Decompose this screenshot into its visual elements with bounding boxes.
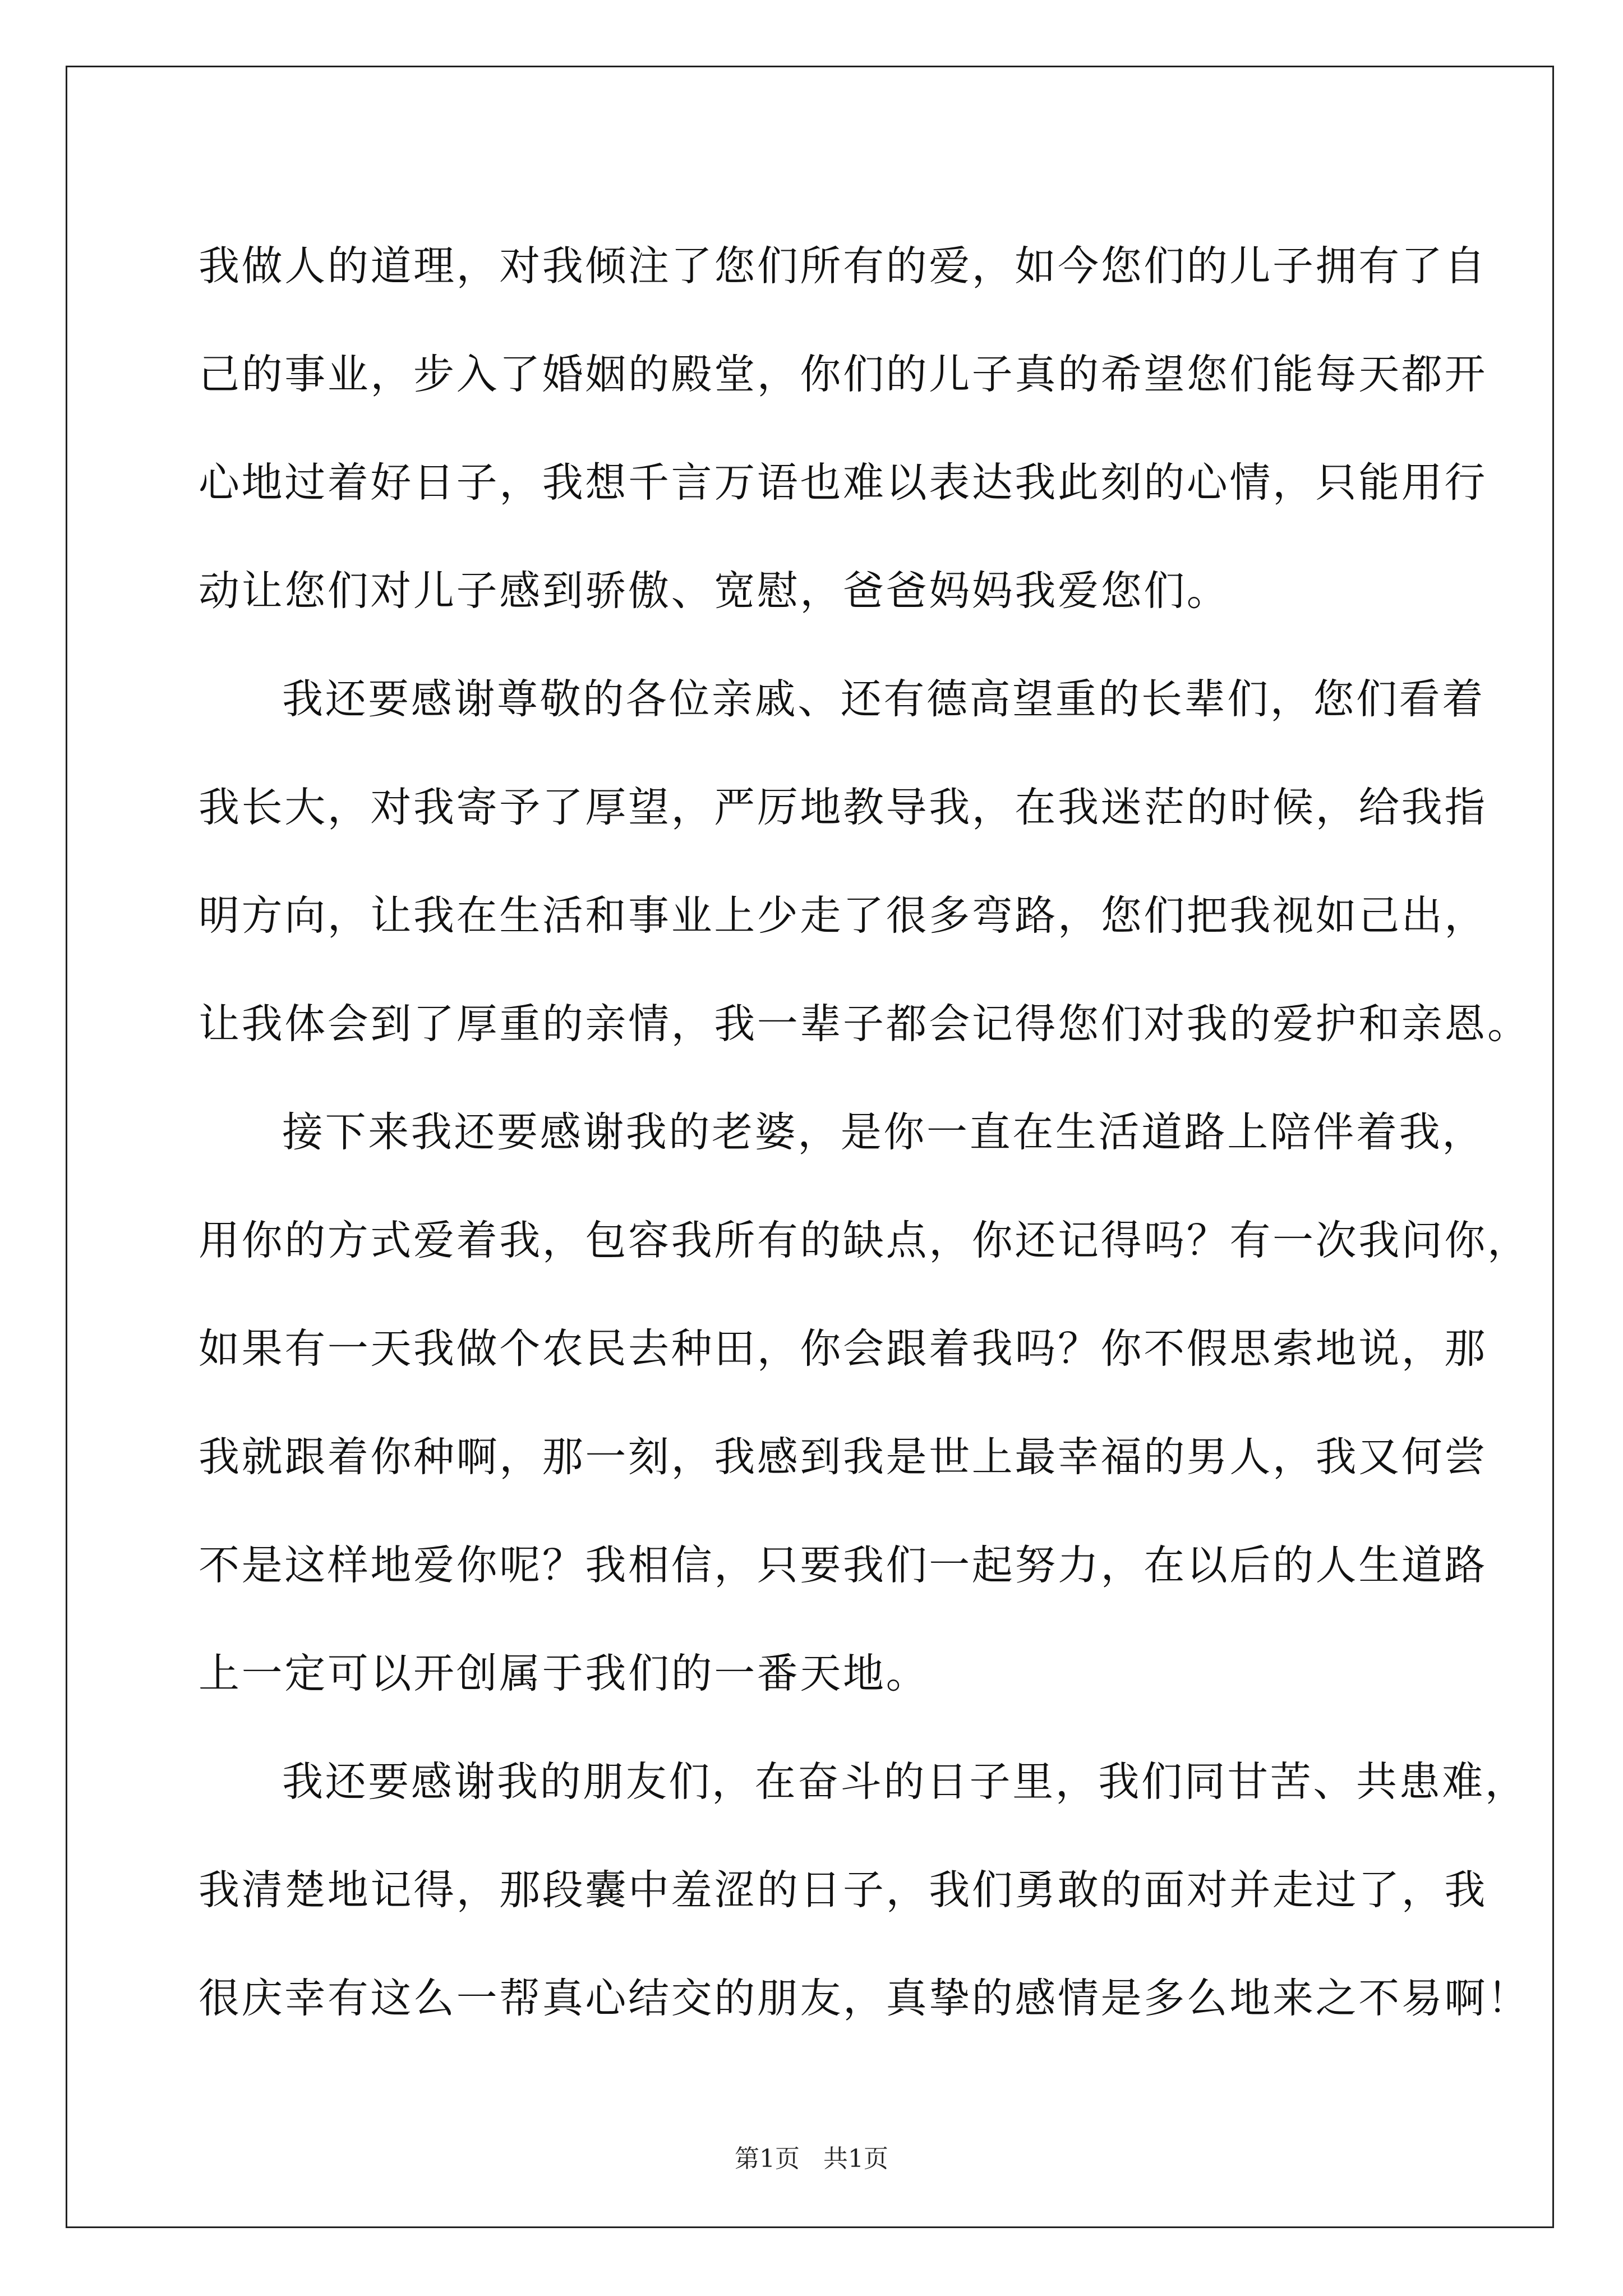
text-line: 己的事业，步入了婚姻的殿堂，你们的儿子真的希望您们能每天都开 [199,351,1487,398]
text-line: 很庆幸有这么一帮真心结交的朋友，真挚的感情是多么地来之不易啊！ [199,1975,1530,2022]
text-line: 上一定可以开创属于我们的一番天地。 [199,1650,929,1697]
text-line: 用你的方式爱着我，包容我所有的缺点，你还记得吗？有一次我问你， [199,1217,1530,1264]
text-line: 如果有一天我做个农民去种田，你会跟着我吗？你不假思索地说，那 [199,1325,1487,1373]
paragraph-start-line: 我还要感谢我的朋友们，在奋斗的日子里，我们同甘苦、共患难， [282,1758,1528,1806]
text-line: 我做人的道理，对我倾注了您们所有的爱，如今您们的儿子拥有了自 [199,242,1487,290]
text-line: 心地过着好日子，我想千言万语也难以表达我此刻的心情，只能用行 [199,459,1487,507]
text-line: 不是这样地爱你呢？我相信，只要我们一起努力，在以后的人生道路 [199,1542,1487,1589]
text-line: 动让您们对儿子感到骄傲、宽慰，爸爸妈妈我爱您们。 [199,567,1230,615]
document-body [199,212,1530,2053]
page-number-footer: 第1页 共1页 [735,2145,888,2173]
paragraph-start-line: 我还要感谢尊敬的各位亲戚、还有德高望重的长辈们，您们看着 [282,675,1485,723]
text-line: 明方向，让我在生活和事业上少走了很多弯路，您们把我视如己出， [199,892,1487,940]
paragraph-start-line: 接下来我还要感谢我的老婆，是你一直在生活道路上陪伴着我， [282,1108,1485,1156]
text-line: 让我体会到了厚重的亲情，我一辈子都会记得您们对我的爱护和亲恩。 [199,1000,1530,1048]
text-line: 我长大，对我寄予了厚望，严厉地教导我，在我迷茫的时候，给我指 [199,784,1487,831]
text-line: 我清楚地记得，那段囊中羞涩的日子，我们勇敢的面对并走过了，我 [199,1866,1487,1914]
text-line: 我就跟着你种啊，那一刻，我感到我是世上最幸福的男人，我又何尝 [199,1433,1487,1481]
